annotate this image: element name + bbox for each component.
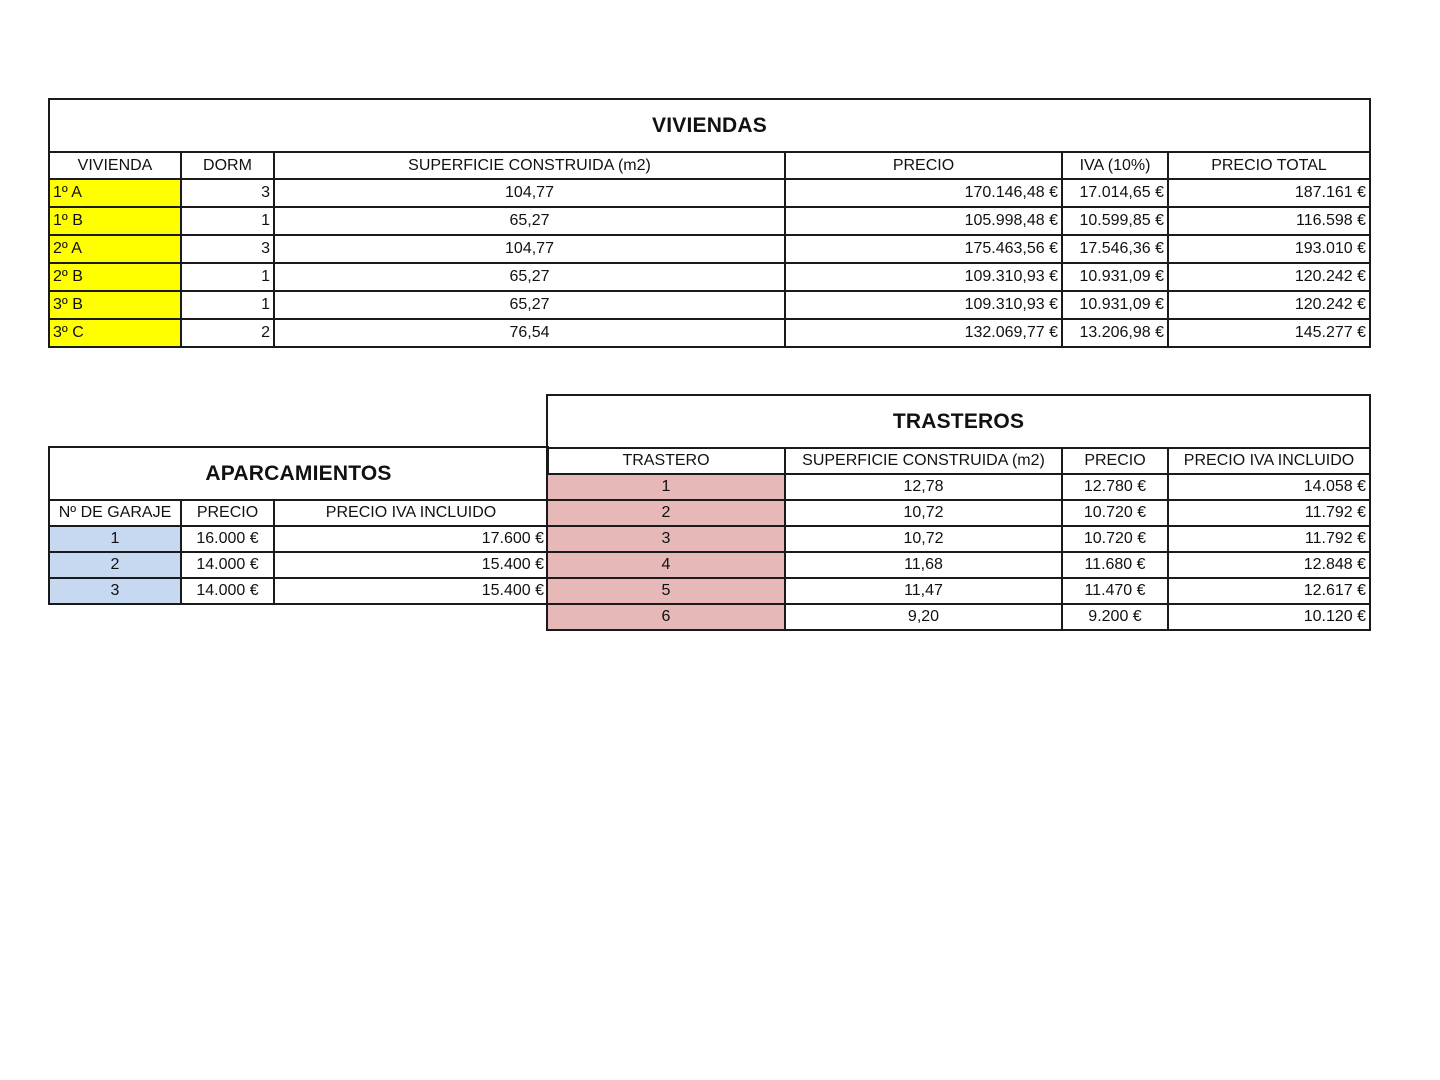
- dorm-cell: 2: [181, 319, 274, 347]
- header-cell: PRECIO: [1062, 448, 1168, 474]
- iva-cell: 10.931,09 €: [1062, 263, 1168, 291]
- header-cell: Nº DE GARAJE: [49, 500, 181, 526]
- trastero-cell: 4: [547, 552, 785, 578]
- precio-iva-cell: 14.058 €: [1168, 474, 1370, 500]
- trastero-cell: 3: [547, 526, 785, 552]
- header-cell: SUPERFICIE CONSTRUIDA (m2): [274, 152, 785, 179]
- precio-cell: 9.200 €: [1062, 604, 1168, 630]
- table-row: [49, 552, 548, 578]
- precio-total-cell: 193.010 €: [1168, 235, 1370, 263]
- table-row: [49, 526, 548, 552]
- superficie-cell: 12,78: [785, 474, 1062, 500]
- viviendas-table: [48, 98, 1371, 348]
- precio-total-cell: 120.242 €: [1168, 263, 1370, 291]
- header-cell: PRECIO: [785, 152, 1062, 179]
- precio-total-cell: 145.277 €: [1168, 319, 1370, 347]
- superficie-cell: 104,77: [274, 179, 785, 207]
- vivienda-cell: 3º B: [49, 291, 181, 319]
- table-row: [49, 179, 1370, 207]
- iva-cell: 13.206,98 €: [1062, 319, 1168, 347]
- garaje-cell: 2: [49, 552, 181, 578]
- table-row: [49, 207, 1370, 235]
- dorm-cell: 3: [181, 179, 274, 207]
- precio-iva-cell: 15.400 €: [274, 552, 548, 578]
- precio-cell: 10.720 €: [1062, 526, 1168, 552]
- precio-total-cell: 187.161 €: [1168, 179, 1370, 207]
- superficie-cell: 10,72: [785, 500, 1062, 526]
- vivienda-cell: 2º B: [49, 263, 181, 291]
- precio-cell: 105.998,48 €: [785, 207, 1062, 235]
- header-cell: PRECIO IVA INCLUIDO: [1168, 448, 1370, 474]
- precio-total-cell: 116.598 €: [1168, 207, 1370, 235]
- table-row: [49, 291, 1370, 319]
- header-cell: VIVIENDA: [49, 152, 181, 179]
- trastero-cell: 2: [547, 500, 785, 526]
- superficie-cell: 10,72: [785, 526, 1062, 552]
- precio-cell: 175.463,56 €: [785, 235, 1062, 263]
- superficie-cell: 11,47: [785, 578, 1062, 604]
- precio-cell: 11.680 €: [1062, 552, 1168, 578]
- viviendas-title: VIVIENDAS: [49, 99, 1370, 152]
- trasteros-table: [546, 394, 1371, 631]
- precio-iva-cell: 11.792 €: [1168, 500, 1370, 526]
- precio-cell: 16.000 €: [181, 526, 274, 552]
- precio-iva-cell: 11.792 €: [1168, 526, 1370, 552]
- aparcamientos-header-row: [49, 500, 548, 526]
- iva-cell: 17.546,36 €: [1062, 235, 1168, 263]
- vivienda-cell: 3º C: [49, 319, 181, 347]
- garaje-cell: 3: [49, 578, 181, 604]
- header-cell: DORM: [181, 152, 274, 179]
- table-row: [547, 526, 1370, 552]
- iva-cell: 10.931,09 €: [1062, 291, 1168, 319]
- precio-cell: 14.000 €: [181, 552, 274, 578]
- dorm-cell: 1: [181, 291, 274, 319]
- trasteros-title: TRASTEROS: [547, 395, 1370, 448]
- precio-iva-cell: 17.600 €: [274, 526, 548, 552]
- aparcamientos-title: APARCAMIENTOS: [49, 447, 548, 500]
- garaje-cell: 1: [49, 526, 181, 552]
- header-cell: TRASTERO: [547, 448, 785, 474]
- table-row: [547, 552, 1370, 578]
- aparcamientos-table: [48, 446, 549, 605]
- precio-iva-cell: 10.120 €: [1168, 604, 1370, 630]
- superficie-cell: 104,77: [274, 235, 785, 263]
- precio-cell: 132.069,77 €: [785, 319, 1062, 347]
- header-cell: PRECIO IVA INCLUIDO: [274, 500, 548, 526]
- precio-cell: 12.780 €: [1062, 474, 1168, 500]
- precio-cell: 14.000 €: [181, 578, 274, 604]
- dorm-cell: 1: [181, 207, 274, 235]
- table-row: [547, 578, 1370, 604]
- table-row: [49, 319, 1370, 347]
- table-row: [547, 500, 1370, 526]
- table-row: [49, 235, 1370, 263]
- trasteros-header-row: [547, 448, 1370, 474]
- precio-cell: 170.146,48 €: [785, 179, 1062, 207]
- precio-iva-cell: 15.400 €: [274, 578, 548, 604]
- trastero-cell: 1: [547, 474, 785, 500]
- header-cell: IVA (10%): [1062, 152, 1168, 179]
- precio-total-cell: 120.242 €: [1168, 291, 1370, 319]
- superficie-cell: 9,20: [785, 604, 1062, 630]
- vivienda-cell: 1º B: [49, 207, 181, 235]
- table-row: [49, 578, 548, 604]
- header-cell: PRECIO TOTAL: [1168, 152, 1370, 179]
- vivienda-cell: 1º A: [49, 179, 181, 207]
- trastero-cell: 5: [547, 578, 785, 604]
- vivienda-cell: 2º A: [49, 235, 181, 263]
- iva-cell: 17.014,65 €: [1062, 179, 1168, 207]
- superficie-cell: 65,27: [274, 291, 785, 319]
- superficie-cell: 76,54: [274, 319, 785, 347]
- header-cell: PRECIO: [181, 500, 274, 526]
- table-row: [547, 604, 1370, 630]
- header-cell: SUPERFICIE CONSTRUIDA (m2): [785, 448, 1062, 474]
- trastero-cell: 6: [547, 604, 785, 630]
- table-row: [547, 474, 1370, 500]
- superficie-cell: 65,27: [274, 263, 785, 291]
- dorm-cell: 3: [181, 235, 274, 263]
- precio-cell: 10.720 €: [1062, 500, 1168, 526]
- precio-iva-cell: 12.617 €: [1168, 578, 1370, 604]
- superficie-cell: 65,27: [274, 207, 785, 235]
- superficie-cell: 11,68: [785, 552, 1062, 578]
- table-row: [49, 263, 1370, 291]
- precio-cell: 109.310,93 €: [785, 263, 1062, 291]
- iva-cell: 10.599,85 €: [1062, 207, 1168, 235]
- precio-cell: 109.310,93 €: [785, 291, 1062, 319]
- precio-iva-cell: 12.848 €: [1168, 552, 1370, 578]
- precio-cell: 11.470 €: [1062, 578, 1168, 604]
- dorm-cell: 1: [181, 263, 274, 291]
- viviendas-header-row: [49, 152, 1370, 179]
